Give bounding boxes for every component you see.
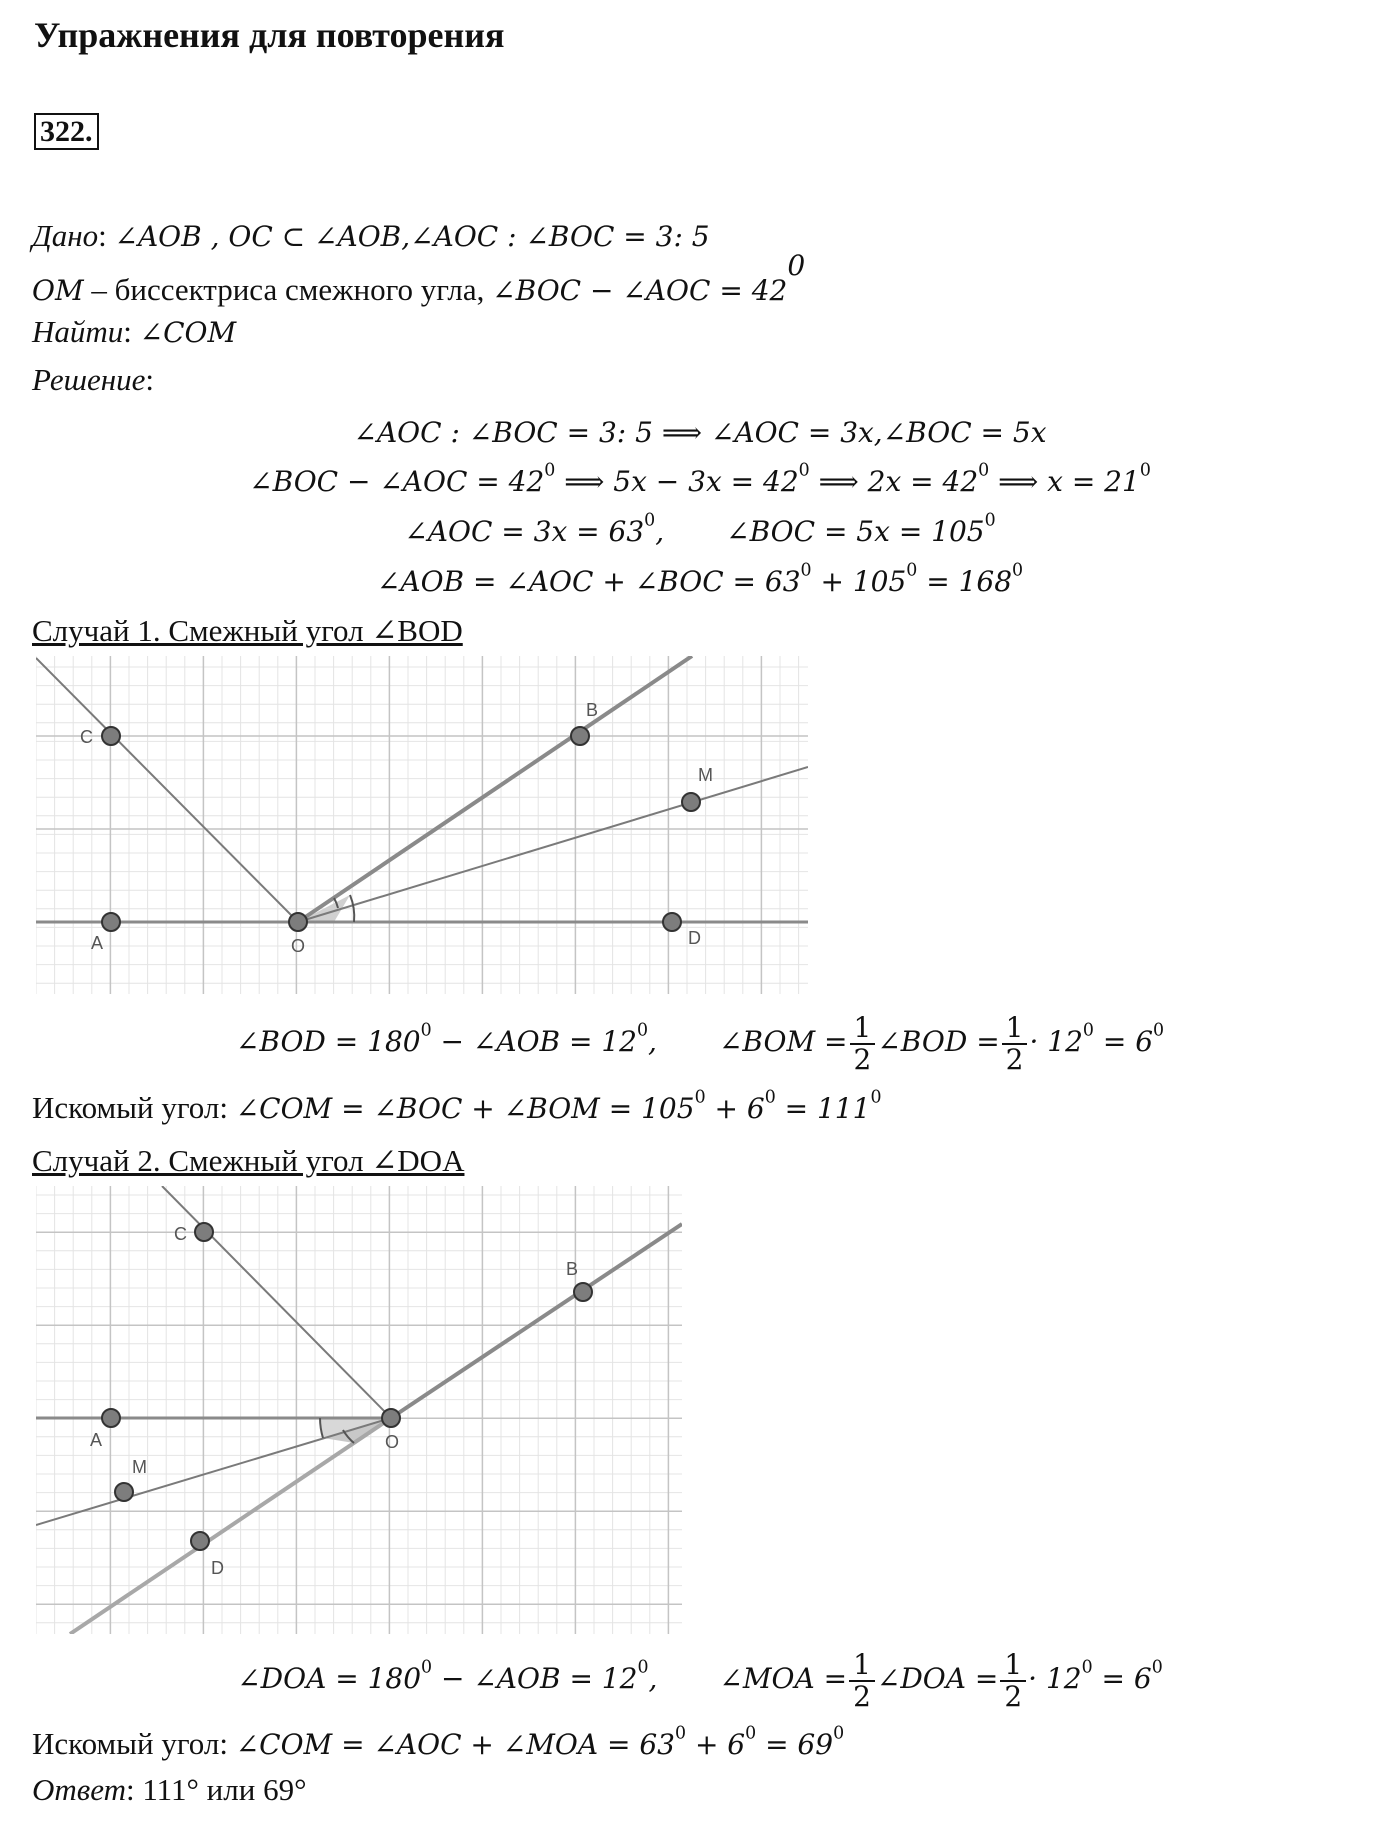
point-b: [571, 727, 589, 745]
label-d: D: [211, 1558, 224, 1578]
point-d: [663, 913, 681, 931]
label-a: A: [90, 1430, 103, 1450]
case1-figure: [36, 656, 808, 994]
case2-diagram: [36, 1186, 682, 1634]
point-m: [115, 1483, 133, 1501]
point-d: [191, 1532, 209, 1550]
equation-3: ∠AOC = $3x = 63^0$, ∠BOC = $5x = 105^0$: [404, 510, 996, 548]
find-line: Найти: ∠COM: [32, 314, 237, 349]
point-b: [574, 1283, 592, 1301]
problem-number: 322.: [34, 115, 99, 149]
point-m: [682, 793, 700, 811]
label-m: M: [132, 1457, 147, 1477]
label-a: A: [91, 933, 104, 953]
solution-label-line: Решение:: [32, 362, 154, 397]
given-line-1: Дано: ∠AOB , OC ⊂ ∠AOB,∠AOC : ∠BOC = 3: 5: [32, 218, 710, 253]
label-c: C: [174, 1224, 187, 1244]
answer-line: [32, 1772, 306, 1808]
case2-equation: ∠DOA = $180^0$ − ∠AOB = $12^0$, ∠MOA = $\frac{1}{2}$ ∠DOA = $\frac{1}{2}$ · $12^0 = 6^0$: [237, 1648, 1163, 1713]
given-label: Дано: [32, 218, 99, 253]
case2-title: Случай 2. Смежный угол ∠DOA: [32, 1143, 465, 1178]
answer-label: Ответ: [32, 1772, 126, 1807]
equation-2: ∠BOC − ∠AOC = $42^0$ ⟹ $5x - 3x = 42^0$ ⟹ $2x = 42^0$ ⟹ $x = 21^0$: [249, 460, 1151, 498]
case1-result: Искомый угол: ∠COM = ∠BOC + ∠BOM = $105^0 + 6^0 = 111^0$: [32, 1087, 882, 1125]
find-label: Найти: [32, 314, 124, 349]
given-condition: ∠AOB , OC ⊂ ∠AOB,∠AOC : ∠BOC = 3: 5: [114, 220, 710, 253]
label-b: B: [566, 1259, 579, 1279]
point-a: [102, 1409, 120, 1427]
point-a: [102, 913, 120, 931]
point-c: [102, 727, 120, 745]
solution-label: Решение: [32, 362, 146, 397]
label-d: D: [688, 928, 701, 948]
case1-equation: ∠BOD = $180^0$ − ∠AOB = $12^0$, ∠BOM = $\frac{1}{2}$ ∠BOD = $\frac{1}{2}$ · $12^0 = 6^0$: [235, 1011, 1165, 1076]
point-o: [382, 1409, 400, 1427]
label-o: O: [291, 936, 306, 956]
point-o: [289, 913, 307, 931]
answer-value: : 111° или 69°: [125, 1772, 307, 1807]
label-m: M: [698, 765, 713, 785]
case2-figure: [36, 1186, 682, 1634]
given-line-2: OM – биссектриса смежного угла, ∠BOC − ∠AOC = $42^0$: [32, 249, 806, 308]
equation-1: ∠AOC : ∠BOC = 3: 5 ⟹ ∠AOC = 3x,∠BOC = 5x: [353, 416, 1047, 449]
case1-diagram: [36, 656, 808, 994]
equation-4: ∠AOB = ∠AOC + ∠BOC = $63^0 + 105^0 = 168^0$: [376, 560, 1024, 598]
label-b: B: [586, 700, 599, 720]
case2-result: Искомый угол: ∠COM = ∠AOC + ∠MOA = $63^0 + 6^0 = 69^0$: [32, 1723, 845, 1761]
point-c: [195, 1223, 213, 1241]
page-heading: Упражнения для повторения: [34, 15, 505, 55]
label-c: C: [80, 727, 93, 747]
label-o: O: [385, 1432, 400, 1452]
case1-title: Случай 1. Смежный угол ∠BOD: [32, 613, 463, 648]
